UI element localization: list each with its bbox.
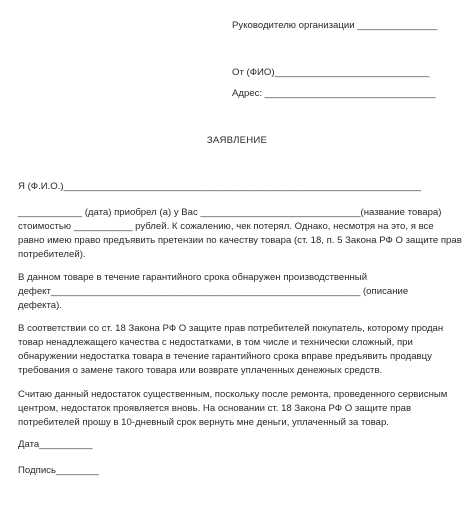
paragraph-4-line: Считаю данный недостаток существенным, поскольку после ремонта, проведенного сервисным <box>18 389 448 400</box>
paragraph-1-line: стоимостью ___________ рублей. К сожалению, чек потерял. Однако, несмотря на это, я все <box>18 221 434 232</box>
address-line: Адрес: ________________________________ <box>232 88 436 99</box>
document-title: ЗАЯВЛЕНИЕ <box>206 135 268 146</box>
paragraph-3-line: обнаружении недостатка товара в течение гарантийного срока вправе предъявить продавцу <box>18 351 432 362</box>
paragraph-1-line: равно имею право предъявить претензии по качеству товара (ст. 18, п. 5 Закона РФ О защите прав <box>18 235 462 246</box>
paragraph-3-line: товар ненадлежащего качества с недостатками, в том числе и технически сложный, при <box>18 337 413 348</box>
recipient-line: Руководителю организации _______________ <box>232 20 438 31</box>
signature-field: Подпись________ <box>18 465 99 476</box>
from-line: От (ФИО)_____________________________ <box>232 67 430 78</box>
paragraph-4-line: потребителей прошу в 10-дневный срок вернуть мне деньги, уплаченный за товар. <box>18 417 389 428</box>
paragraph-2-line: дефекта). <box>18 300 62 311</box>
paragraph-3-line: В соответствии со ст. 18 Закона РФ О защите прав потребителей покупатель, которому продан <box>18 323 444 334</box>
paragraph-1-line: потребителей). <box>18 249 86 260</box>
paragraph-2-line: дефект__________________________________________________________ (описание <box>18 286 409 297</box>
paragraph-4-line: центром, недостаток проявляется вновь. На основании ст. 18 Закона РФ О защите прав <box>18 403 412 414</box>
applicant-line: Я (Ф.И.О.)___________________________________________________________________ <box>18 181 422 192</box>
paragraph-1-line: ____________ (дата) приобрел (а) у Вас ______________________________(название товара) <box>18 207 442 218</box>
paragraph-3-line: требования о замене такого товара или возврате уплаченных денежных средств. <box>18 365 383 376</box>
date-field: Дата__________ <box>18 439 93 450</box>
paragraph-2-line: В данном товаре в течение гарантийного срока обнаружен производственный <box>18 272 368 283</box>
